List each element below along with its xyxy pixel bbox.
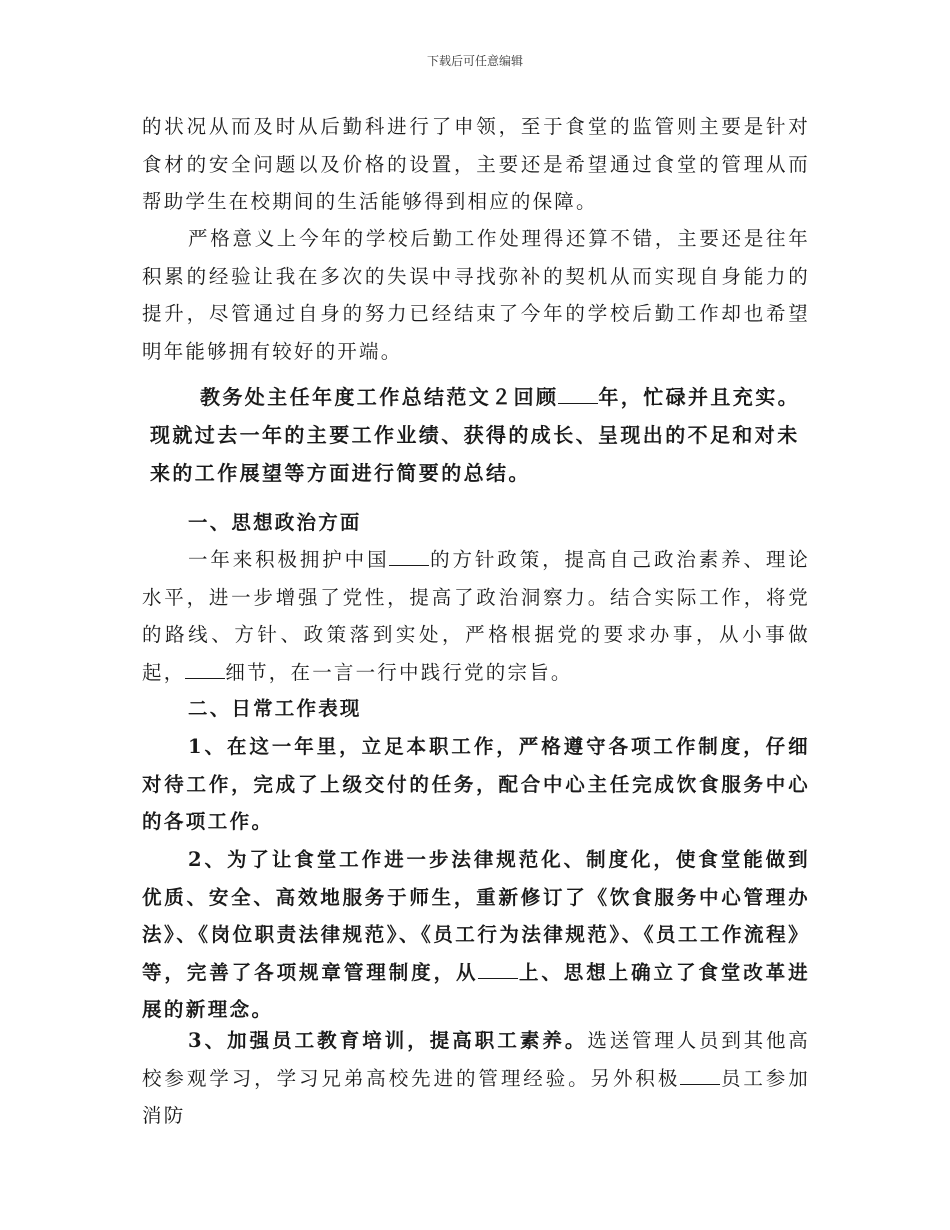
paragraph-item-1: 1、在这一年里，立足本职工作，严格遵守各项工作制度，仔细对待工作，完成了上级交付的任务，配合中心主任完成饮食服务中心的各项工作。: [142, 735, 810, 833]
fill-in-blank: [389, 547, 429, 566]
paragraph-logistics-summary: 严格意义上今年的学校后勤工作处理得还算不错，主要还是往年积累的经验让我在多次的失误中寻找弥补的契机从而实现自身能力的提升，尽管通过自身的努力已经结束了今年的学校后勤工作却也希望明年能够拥有较好的开端。: [142, 227, 810, 363]
p6-bold-lead: 3、加强员工教育培训，提高职工素养。: [188, 1029, 588, 1052]
title-text-b: 年，忙碌并且充实。现就过去一年的主要工作业绩、获得的成长、呈现出的不足和对未来的工作展望等方面进行简要的总结。: [150, 385, 801, 485]
fill-in-blank: [478, 960, 518, 979]
section-title: [150, 378, 810, 492]
p5-text-b: 上、思想上确立了食堂改革进展的新理念。: [142, 960, 810, 1021]
p5-text-a: 2、为了让食堂工作进一步法律规范化、制度化，使食堂能做到优质、安全、高效地服务于师生，重新修订了《饮食服务中心管理办法》、《岗位职责法律规范》、《员工行为法律规范》、《员工工作流程》等，完善了各项规章管理制度，从: [142, 848, 810, 984]
heading-daily-work: 二、日常工作表现: [188, 697, 362, 720]
paragraph-canteen-supervision: 的状况从而及时从后勤科进行了申领，至于食堂的监管则主要是针对食材的安全问题以及价格的设置，主要还是希望通过食堂的管理从而帮助学生在校期间的生活能够得到相应的保障。: [142, 115, 810, 213]
p3-text-b: 的方针政策，提高自己政治素养、理论水平，进一步增强了党性，提高了政治洞察力。结合实际工作，将党的路线、方针、政策落到实处，严格根据党的要求办事，从小事做起，: [142, 548, 810, 684]
paragraph-item-3: [142, 1022, 810, 1135]
p3-text-c: 细节，在一言一行中践行党的宗旨。: [225, 660, 573, 684]
heading-political-thought: 一、思想政治方面: [188, 511, 362, 534]
p6-text-b: 员工参加消防: [142, 1066, 810, 1127]
fill-in-blank: [680, 1066, 720, 1085]
paragraph-item-2: [142, 841, 810, 1029]
fill-in-blank: [185, 660, 225, 679]
title-text-a: 教务处主任年度工作总结范文２回顾: [200, 385, 559, 409]
p3-text-a: 一年来积极拥护中国: [188, 548, 390, 571]
paragraph-political-thought: [142, 541, 810, 691]
p6-text-a: 选送管理人员到其他高校参观学习，学习兄弟高校先进的管理经验。另外积极: [142, 1029, 810, 1090]
page-header: 下载后可任意编辑: [426, 54, 523, 68]
fill-in-blank: [558, 385, 598, 404]
